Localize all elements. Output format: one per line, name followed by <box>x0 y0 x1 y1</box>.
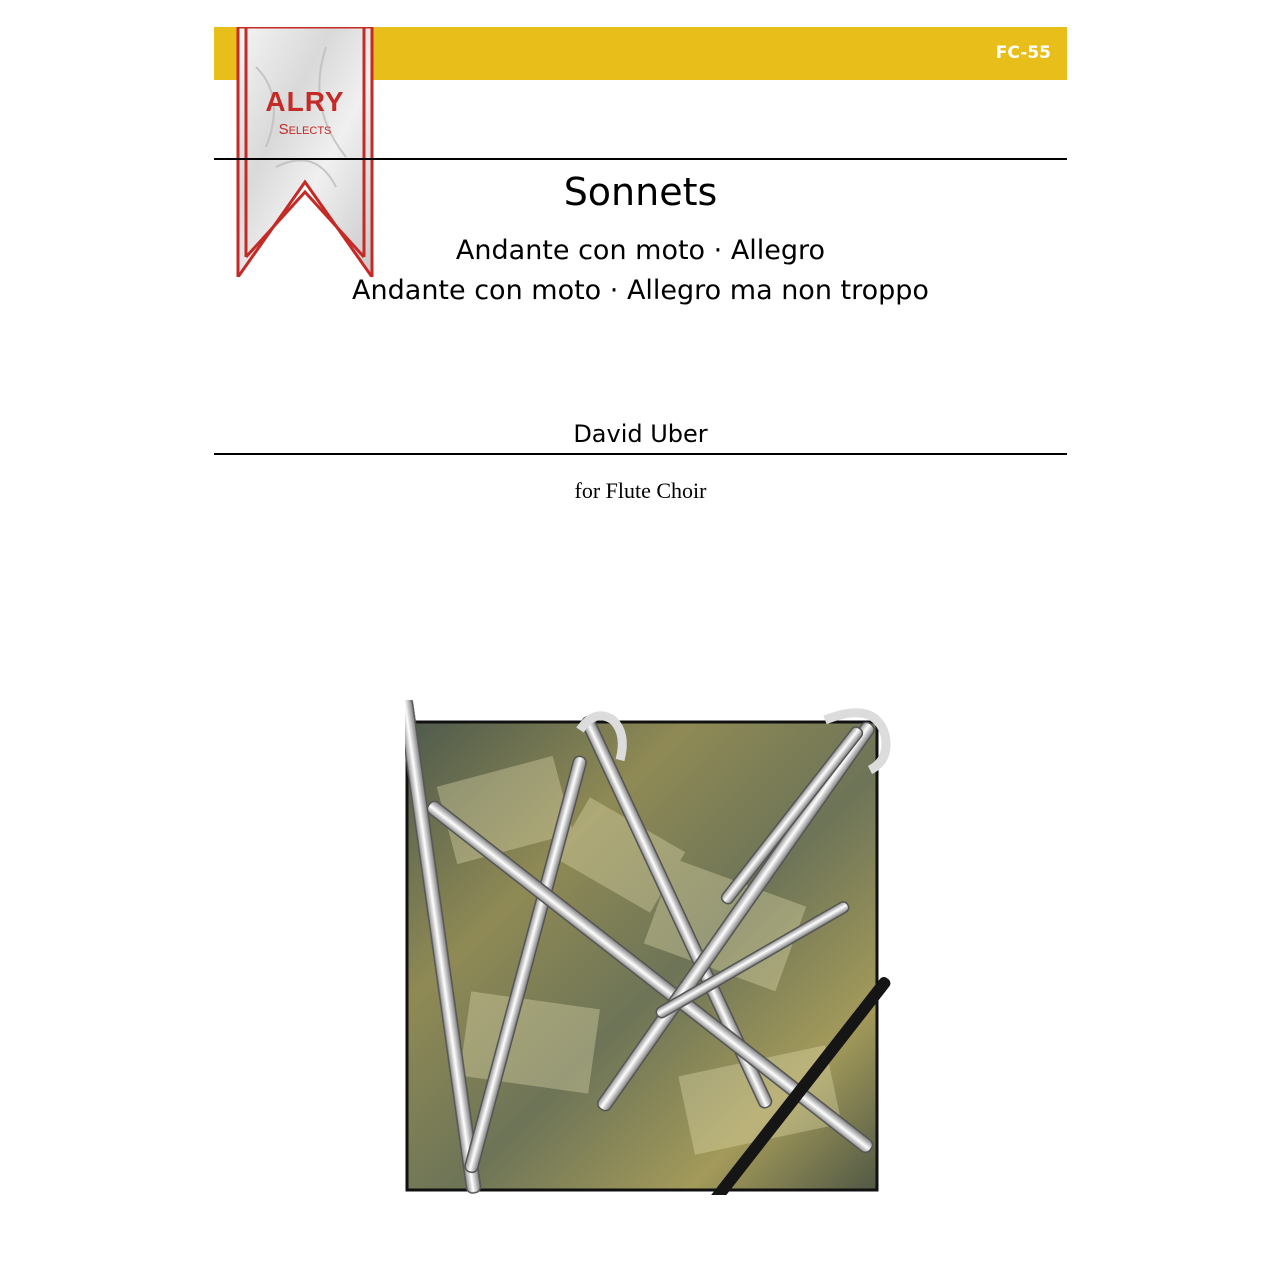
flutes-cover-image <box>405 700 895 1195</box>
top-rule <box>214 158 1067 160</box>
composer-name: David Uber <box>573 420 708 448</box>
instrumentation: for Flute Choir <box>574 478 707 503</box>
movements-line-1: Andante con moto · Allegro <box>455 235 826 266</box>
catalog-number: FC-55 <box>995 43 1051 63</box>
movements-line-2: Andante con moto · Allegro ma non troppo <box>352 275 929 306</box>
work-title: Sonnets <box>563 170 718 214</box>
logo-brand: ALRY <box>265 86 345 117</box>
composer-rule <box>214 453 1067 455</box>
logo-series: Selects <box>278 121 332 138</box>
